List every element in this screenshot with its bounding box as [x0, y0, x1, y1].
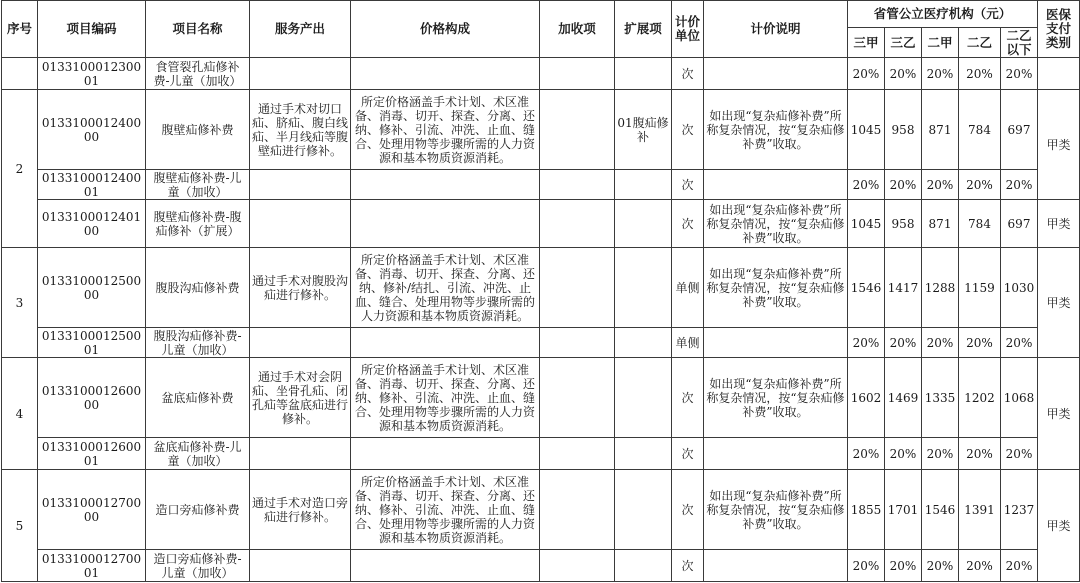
unit-cell: 次 — [672, 470, 704, 550]
service-cell: 通过手术对造口旁疝进行修补。 — [250, 470, 351, 550]
value-cell: 697 — [1001, 90, 1038, 170]
extra-cell — [540, 438, 615, 470]
desc-cell — [704, 170, 848, 200]
value-cell: 958 — [885, 200, 922, 248]
value-cell: 871 — [922, 200, 959, 248]
price-cell — [351, 58, 540, 90]
extra-cell — [540, 550, 615, 582]
value-cell: 1045 — [848, 90, 885, 170]
service-cell: 通过手术对会阴疝、坐骨孔疝、闭孔疝等盆底疝进行修补。 — [250, 358, 351, 438]
value-cell: 20% — [1001, 328, 1038, 358]
expand-cell — [615, 58, 672, 90]
price-cell — [351, 170, 540, 200]
value-cell: 1237 — [1001, 470, 1038, 550]
value-cell: 871 — [922, 90, 959, 170]
expand-cell — [615, 358, 672, 438]
desc-cell: 如出现“复杂疝修补费”所称复杂情况，按“复杂疝修补费”收取。 — [704, 90, 848, 170]
header-level: 二甲 — [922, 28, 959, 58]
header-level: 二乙 — [959, 28, 1001, 58]
extra-cell — [540, 90, 615, 170]
unit-cell: 次 — [672, 200, 704, 248]
price-cell — [351, 328, 540, 358]
service-cell — [250, 170, 351, 200]
value-cell: 20% — [885, 58, 922, 90]
price-cell — [351, 438, 540, 470]
price-cell: 所定价格涵盖手术计划、术区准备、消毒、切开、探查、分离、还纳、修补/结扎、引流、冲洗、止血、缝合、处理用物等步骤所需的人力资源和基本物质资源消耗。 — [351, 248, 540, 328]
extra-cell — [540, 58, 615, 90]
value-cell: 20% — [885, 550, 922, 582]
header-expand: 扩展项 — [615, 1, 672, 58]
header-code: 项目编码 — [38, 1, 146, 58]
value-cell: 20% — [1001, 438, 1038, 470]
header-extra: 加收项 — [540, 1, 615, 58]
insurance-cell: 甲类 — [1038, 470, 1080, 582]
value-cell: 20% — [922, 170, 959, 200]
value-cell: 1602 — [848, 358, 885, 438]
service-cell — [250, 328, 351, 358]
seq-cell: 4 — [2, 358, 38, 470]
value-cell: 1030 — [1001, 248, 1038, 328]
value-cell: 20% — [1001, 58, 1038, 90]
seq-cell — [2, 58, 38, 90]
value-cell: 1045 — [848, 200, 885, 248]
header-level: 三甲 — [848, 28, 885, 58]
seq-cell: 3 — [2, 248, 38, 358]
expand-cell — [615, 170, 672, 200]
value-cell: 20% — [959, 438, 1001, 470]
unit-cell: 次 — [672, 170, 704, 200]
service-cell: 通过手术对腹股沟疝进行修补。 — [250, 248, 351, 328]
desc-cell — [704, 438, 848, 470]
value-cell: 20% — [848, 438, 885, 470]
header-desc: 计价说明 — [704, 1, 848, 58]
name-cell: 腹壁疝修补费-腹疝修补（扩展） — [146, 200, 250, 248]
value-cell: 958 — [885, 90, 922, 170]
header-institution: 省管公立医疗机构（元） — [848, 1, 1038, 28]
table-row — [2, 170, 1080, 200]
table-row — [2, 90, 1080, 170]
value-cell: 1469 — [885, 358, 922, 438]
header-level: 三乙 — [885, 28, 922, 58]
value-cell: 20% — [959, 170, 1001, 200]
value-cell: 20% — [1001, 170, 1038, 200]
value-cell: 1288 — [922, 248, 959, 328]
value-cell: 20% — [848, 328, 885, 358]
price-cell: 所定价格涵盖手术计划、术区准备、消毒、切开、探查、分离、还纳、修补、引流、冲洗、止血、缝合、处理用物等步骤所需的人力资源和基本物质资源消耗。 — [351, 358, 540, 438]
service-cell — [250, 550, 351, 582]
expand-cell — [615, 200, 672, 248]
expand-cell — [615, 470, 672, 550]
code-cell: 013310001270000 — [38, 470, 146, 550]
header-unit: 计价单位 — [672, 1, 704, 58]
desc-cell — [704, 58, 848, 90]
unit-cell: 次 — [672, 438, 704, 470]
expand-cell — [615, 248, 672, 328]
table-row — [2, 438, 1080, 470]
value-cell: 1546 — [848, 248, 885, 328]
unit-cell: 次 — [672, 90, 704, 170]
price-cell: 所定价格涵盖手术计划、术区准备、消毒、切开、探查、分离、还纳、修补、引流、冲洗、止血、缝合、处理用物等步骤所需的人力资源和基本物质资源消耗。 — [351, 470, 540, 550]
seq-cell: 2 — [2, 90, 38, 248]
table-row — [2, 470, 1080, 550]
table-row — [2, 358, 1080, 438]
value-cell: 20% — [922, 550, 959, 582]
table-row — [2, 328, 1080, 358]
value-cell: 20% — [1001, 550, 1038, 582]
code-cell: 013310001270001 — [38, 550, 146, 582]
code-cell: 013310001240000 — [38, 90, 146, 170]
price-cell — [351, 550, 540, 582]
header-row-1 — [2, 1, 1080, 28]
extra-cell — [540, 200, 615, 248]
desc-cell: 如出现“复杂疝修补费”所称复杂情况，按“复杂疝修补费”收取。 — [704, 248, 848, 328]
extra-cell — [540, 170, 615, 200]
table-row — [2, 200, 1080, 248]
value-cell: 1417 — [885, 248, 922, 328]
code-cell: 013310001240100 — [38, 200, 146, 248]
value-cell: 20% — [885, 328, 922, 358]
service-cell — [250, 58, 351, 90]
value-cell: 20% — [885, 170, 922, 200]
desc-cell: 如出现“复杂疝修补费”所称复杂情况，按“复杂疝修补费”收取。 — [704, 470, 848, 550]
table-row — [2, 248, 1080, 328]
code-cell: 013310001230001 — [38, 58, 146, 90]
unit-cell: 次 — [672, 58, 704, 90]
desc-cell — [704, 328, 848, 358]
value-cell: 20% — [959, 328, 1001, 358]
name-cell: 食管裂孔疝修补费-儿童（加收） — [146, 58, 250, 90]
value-cell: 1855 — [848, 470, 885, 550]
value-cell: 1068 — [1001, 358, 1038, 438]
code-cell: 013310001250000 — [38, 248, 146, 328]
name-cell: 腹壁疝修补费-儿童（加收） — [146, 170, 250, 200]
price-cell — [351, 200, 540, 248]
extra-cell — [540, 470, 615, 550]
value-cell: 1202 — [959, 358, 1001, 438]
desc-cell: 如出现“复杂疝修补费”所称复杂情况，按“复杂疝修补费”收取。 — [704, 200, 848, 248]
value-cell: 697 — [1001, 200, 1038, 248]
value-cell: 1159 — [959, 248, 1001, 328]
value-cell: 784 — [959, 200, 1001, 248]
extra-cell — [540, 328, 615, 358]
extra-cell — [540, 358, 615, 438]
desc-cell — [704, 550, 848, 582]
code-cell: 013310001260000 — [38, 358, 146, 438]
value-cell: 1391 — [959, 470, 1001, 550]
value-cell: 20% — [848, 58, 885, 90]
desc-cell: 如出现“复杂疝修补费”所称复杂情况，按“复杂疝修补费”收取。 — [704, 358, 848, 438]
expand-cell — [615, 328, 672, 358]
name-cell: 腹股沟疝修补费-儿童（加收） — [146, 328, 250, 358]
expand-cell — [615, 438, 672, 470]
header-price: 价格构成 — [351, 1, 540, 58]
seq-cell: 5 — [2, 470, 38, 582]
value-cell: 784 — [959, 90, 1001, 170]
price-cell: 所定价格涵盖手术计划、术区准备、消毒、切开、探查、分离、还纳、修补、引流、冲洗、止血、缝合、处理用物等步骤所需的人力资源和基本物质资源消耗。 — [351, 90, 540, 170]
header-seq: 序号 — [2, 1, 38, 58]
unit-cell: 次 — [672, 358, 704, 438]
header-service: 服务产出 — [250, 1, 351, 58]
service-cell: 通过手术对切口疝、脐疝、腹白线疝、半月线疝等腹壁疝进行修补。 — [250, 90, 351, 170]
name-cell: 造口旁疝修补费 — [146, 470, 250, 550]
value-cell: 20% — [922, 58, 959, 90]
unit-cell: 单侧 — [672, 248, 704, 328]
code-cell: 013310001250001 — [38, 328, 146, 358]
name-cell: 腹壁疝修补费 — [146, 90, 250, 170]
value-cell: 20% — [848, 170, 885, 200]
value-cell: 1701 — [885, 470, 922, 550]
insurance-cell: 甲类 — [1038, 358, 1080, 470]
code-cell: 013310001260001 — [38, 438, 146, 470]
table-row — [2, 550, 1080, 582]
name-cell: 盆底疝修补费-儿童（加收） — [146, 438, 250, 470]
header-name: 项目名称 — [146, 1, 250, 58]
expand-cell: 01腹疝修补 — [615, 90, 672, 170]
value-cell: 1335 — [922, 358, 959, 438]
name-cell: 造口旁疝修补费-儿童（加收） — [146, 550, 250, 582]
value-cell: 20% — [848, 550, 885, 582]
table-row — [2, 58, 1080, 90]
price-table — [1, 0, 1080, 582]
header-insurance: 医保支付类别 — [1038, 1, 1080, 58]
service-cell — [250, 438, 351, 470]
insurance-cell — [1038, 58, 1080, 90]
value-cell: 20% — [922, 328, 959, 358]
value-cell: 20% — [922, 438, 959, 470]
insurance-cell: 甲类 — [1038, 90, 1080, 200]
unit-cell: 次 — [672, 550, 704, 582]
value-cell: 20% — [885, 438, 922, 470]
code-cell: 013310001240001 — [38, 170, 146, 200]
name-cell: 腹股沟疝修补费 — [146, 248, 250, 328]
insurance-cell: 甲类 — [1038, 248, 1080, 358]
header-level: 二乙以下 — [1001, 28, 1038, 58]
name-cell: 盆底疝修补费 — [146, 358, 250, 438]
value-cell: 1546 — [922, 470, 959, 550]
extra-cell — [540, 248, 615, 328]
value-cell: 20% — [959, 550, 1001, 582]
expand-cell — [615, 550, 672, 582]
value-cell: 20% — [959, 58, 1001, 90]
insurance-cell: 甲类 — [1038, 200, 1080, 248]
service-cell — [250, 200, 351, 248]
unit-cell: 单侧 — [672, 328, 704, 358]
